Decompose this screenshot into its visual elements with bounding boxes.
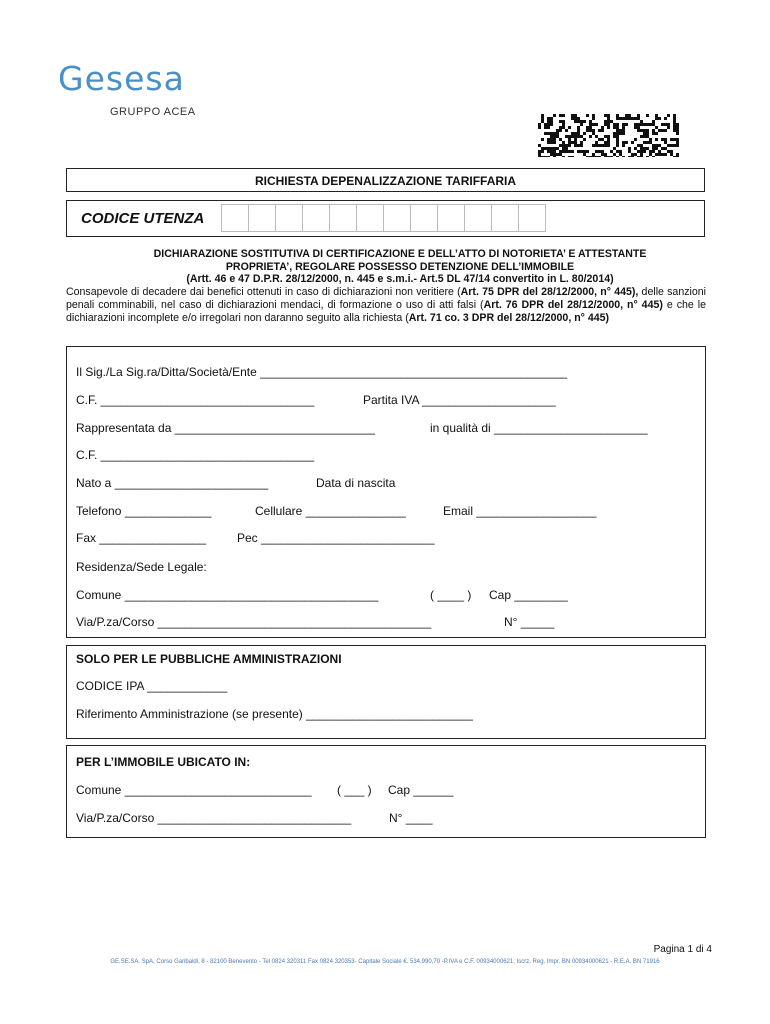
codice-ipa-field[interactable]: CODICE IPA ____________ [76, 679, 228, 693]
codice-utenza-cell[interactable] [248, 204, 276, 232]
declaration-text [66, 286, 706, 326]
declaration-title-line: PROPRIETA’, REGOLARE POSSESSO DETENZIONE DELL’IMMOBILE [225, 260, 575, 273]
fax-field[interactable]: Fax ________________ [76, 531, 207, 545]
declaration-text-part: Consapevole di decadere dai benefici ottenuti in caso di dichiarazioni non veritiere ( [66, 286, 461, 298]
immobile-cap-field[interactable]: Cap ______ [388, 783, 454, 797]
qualita-field[interactable]: in qualità di _______________________ [430, 421, 648, 435]
provincia-field[interactable]: ( ____ ) [430, 588, 472, 602]
immobile-section [66, 745, 706, 838]
declaration-reference: Art. 75 DPR del 28/12/2000, n° 445), [460, 286, 639, 298]
logo-subtitle: GRUPPO ACEA [110, 106, 196, 118]
codice-utenza-cell[interactable] [518, 204, 546, 232]
cellulare-field[interactable]: Cellulare _______________ [255, 504, 406, 518]
immobile-comune-field[interactable]: Comune ____________________________ [76, 783, 312, 797]
company-address: GE.SE.SA. SpA, Corso Garibaldi, 8 - 82100 Benevento - Tel 0824 320311 Fax 0824 320353- Capitale Sociale €. 534.990,70 -P.IVA e C.F. 00934000621; Iscrz. Reg. Impr. BN 00934000621 - R.E.A. BN 71916 [110, 959, 660, 965]
riferimento-field[interactable]: Riferimento Amministrazione (se presente) _________________________ [76, 707, 473, 721]
immobile-heading: PER L’IMMOBILE UBICATO IN: [76, 755, 251, 769]
declaration-reference: Art. 76 DPR del 28/12/2000, n° 445) [483, 299, 663, 312]
codice-utenza-cell[interactable] [383, 204, 411, 232]
declaration-title-line: DICHIARAZIONE SOSTITUTIVA DI CERTIFICAZIONE E DELL’ATTO DI NOTORIETA’ E ATTESTANTE [153, 248, 647, 260]
logo-wordmark: Gesesa [58, 59, 185, 98]
cf2-field[interactable]: C.F. ________________________________ [76, 448, 315, 462]
codice-utenza-label: CODICE UTENZA [81, 210, 205, 227]
codice-utenza-cell[interactable] [221, 204, 249, 232]
codice-utenza-cell[interactable] [491, 204, 519, 232]
form-title: RICHIESTA DEPENALIZZAZIONE TARIFFARIA [66, 168, 705, 192]
immobile-provincia-field[interactable]: ( ___ ) [337, 783, 372, 797]
codice-utenza-cells [222, 204, 546, 232]
immobile-via-field[interactable]: Via/P.za/Corso _____________________________ [76, 811, 352, 825]
telefono-field[interactable]: Telefono _____________ [76, 504, 212, 518]
company-logo [58, 59, 196, 118]
partita-iva-field[interactable]: Partita IVA ____________________ [363, 393, 556, 407]
nato-field[interactable]: Nato a _______________________ [76, 476, 269, 490]
sig-field[interactable]: Il Sig./La Sig.ra/Ditta/Società/Ente ______________________________________________ [76, 365, 568, 379]
codice-utenza-cell[interactable] [302, 204, 330, 232]
codice-utenza-cell[interactable] [329, 204, 357, 232]
via-field[interactable]: Via/P.za/Corso _________________________________________ [76, 615, 432, 629]
residenza-label: Residenza/Sede Legale: [76, 560, 207, 574]
pa-heading: SOLO PER LE PUBBLICHE AMMINISTRAZIONI [76, 652, 342, 666]
data-nascita-field[interactable]: Data di nascita [316, 476, 396, 490]
declaration-text-part: delle sanzioni penali comminabili, nel caso di dichiarazioni mendaci, di formazione o uso di atti falsi ( [66, 286, 707, 312]
codice-utenza-cell[interactable] [437, 204, 465, 232]
codice-utenza-box [66, 200, 705, 237]
comune-field[interactable]: Comune ______________________________________ [76, 588, 379, 602]
declaration-reference: Art. 71 co. 3 DPR del 28/12/2000, n° 445) [408, 312, 610, 325]
cap-field[interactable]: Cap ________ [489, 588, 568, 602]
numero-field[interactable]: N° _____ [504, 615, 555, 629]
cf-field[interactable]: C.F. ________________________________ [76, 393, 315, 407]
declaration-text-part: e che le dichiarazioni incomplete e/o irregolari non daranno seguito alla richiesta ( [66, 299, 706, 325]
codice-utenza-cell[interactable] [410, 204, 438, 232]
codice-utenza-cell[interactable] [275, 204, 303, 232]
pec-field[interactable]: Pec __________________________ [237, 531, 435, 545]
email-field[interactable]: Email __________________ [443, 504, 597, 518]
pa-section [66, 645, 706, 739]
codice-utenza-cell[interactable] [464, 204, 492, 232]
rappresentata-field[interactable]: Rappresentata da ______________________________ [76, 421, 375, 435]
codice-utenza-cell[interactable] [356, 204, 384, 232]
declaration-title [100, 248, 700, 286]
barcode-icon [538, 114, 679, 157]
declaration-title-line: (Artt. 46 e 47 D.P.R. 28/12/2000, n. 445 e s.m.i.- Art.5 DL 47/14 convertito in L. 80/2014) [186, 273, 614, 285]
page-number: Pagina 1 di 4 [653, 944, 712, 955]
applicant-section [66, 346, 706, 638]
immobile-numero-field[interactable]: N° ____ [389, 811, 433, 825]
